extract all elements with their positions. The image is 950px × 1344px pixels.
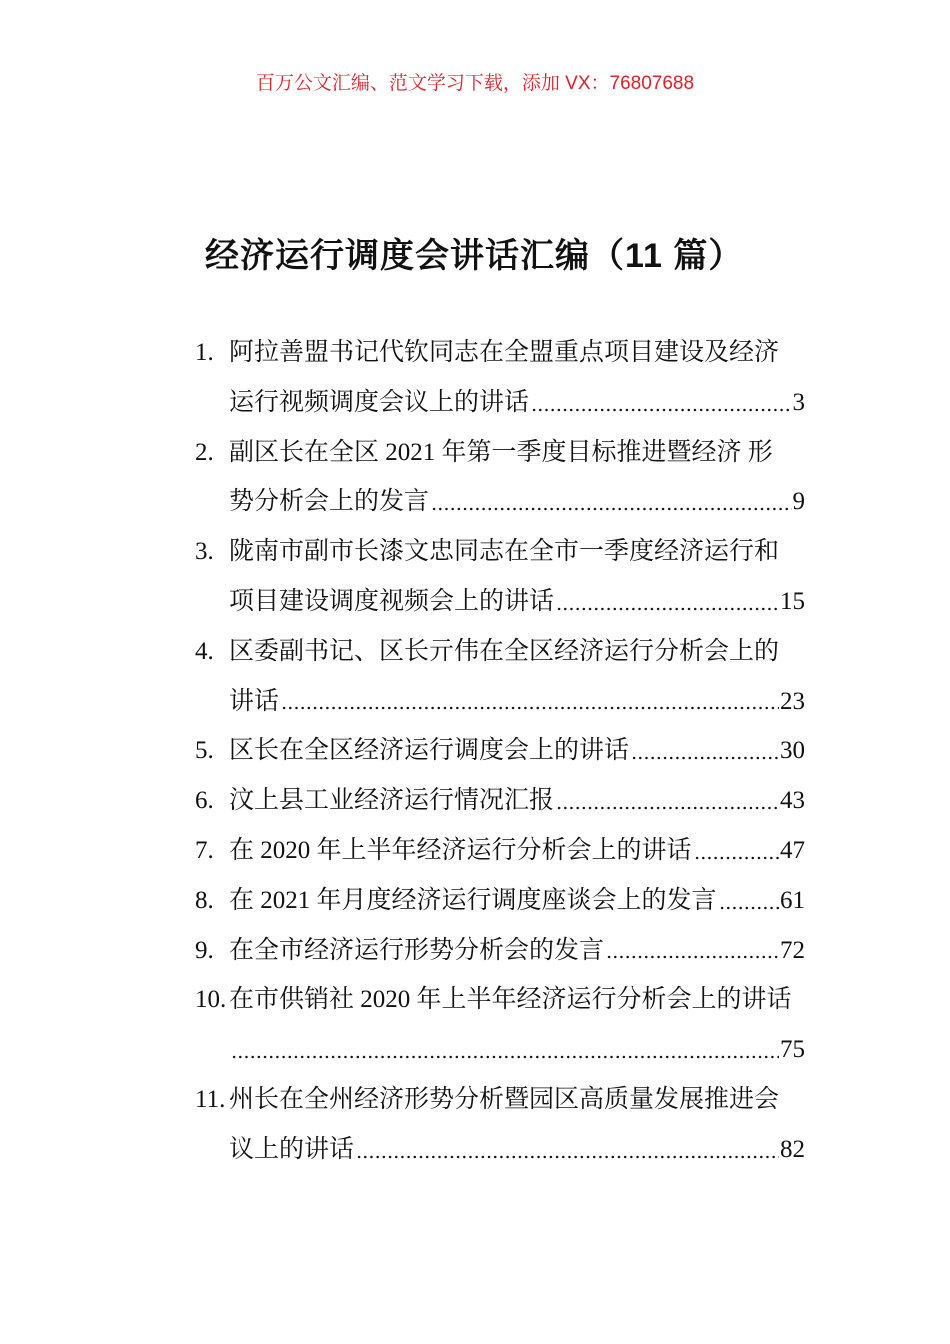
toc-title: 在 2020 年上半年经济运行分析会上的讲话: [229, 836, 692, 864]
toc-leader-dots: [606, 955, 779, 959]
toc-title-continued: 运行视频调度会议上的讲话: [229, 388, 530, 416]
toc-number: 5.: [195, 737, 214, 765]
toc-entry[interactable]: [195, 876, 805, 926]
toc-page-number: 15: [780, 587, 805, 615]
toc-entry-continuation[interactable]: [195, 477, 805, 527]
watermark-header: 百万公文汇编、范文学习下载，添加 VX：76807688: [255, 73, 695, 94]
toc-title: 区委副书记、区长亓伟在全区经济运行分析会上的: [229, 637, 780, 665]
toc-title: 在 2021 年月度经济运行调度座谈会上的发言: [229, 886, 717, 914]
toc-entry-continuation[interactable]: [195, 677, 805, 727]
toc-page-number: 75: [780, 1036, 805, 1064]
toc-title-continued: 项目建设调度视频会上的讲话: [229, 587, 555, 615]
toc-entry-continuation[interactable]: [195, 378, 805, 428]
toc-leader-dots: [531, 408, 791, 412]
toc-leader-dots: [694, 856, 779, 860]
toc-entry[interactable]: [195, 328, 805, 378]
toc-entry[interactable]: [195, 428, 805, 478]
toc-page-number: 23: [780, 687, 805, 715]
toc-page-number: 72: [780, 936, 805, 964]
toc-title-continued: 势分析会上的发言: [229, 488, 430, 516]
toc-number: 3.: [195, 538, 214, 566]
toc-leader-dots: [719, 906, 779, 910]
toc-entry[interactable]: [195, 776, 805, 826]
toc-leader-dots: [631, 756, 779, 760]
toc-leader-dots: [431, 507, 791, 511]
toc-entry[interactable]: [195, 527, 805, 577]
toc-title: 汶上县工业经济运行情况汇报: [229, 787, 555, 815]
toc-page-number: 3: [792, 388, 805, 416]
toc-leader-dots: [231, 1055, 779, 1059]
toc-entry[interactable]: [195, 826, 805, 876]
toc-leader-dots: [556, 806, 779, 810]
document-title: 经济运行调度会讲话汇编（11 篇）: [205, 237, 744, 275]
toc-title: 阿拉善盟书记代钦同志在全盟重点项目建设及经济: [229, 339, 780, 366]
toc-title-continued: 议上的讲话: [229, 1135, 355, 1163]
toc-leader-dots: [356, 1155, 779, 1159]
toc-number: 9.: [195, 936, 214, 964]
toc-title: 州长在全州经济形势分析暨园区高质量发展推进会: [229, 1085, 780, 1113]
toc-title-continued: 讲话: [229, 687, 280, 715]
toc-number: 8.: [195, 886, 214, 914]
toc-entry[interactable]: [195, 926, 805, 976]
toc-entry[interactable]: [195, 1075, 805, 1125]
toc-title: 副区长在全区 2021 年第一季度目标推进暨经济 形: [229, 438, 773, 466]
toc-number: 10.: [195, 986, 227, 1014]
toc-number: 7.: [195, 836, 214, 864]
toc-page-number: 9: [792, 488, 805, 516]
toc-entry-continuation[interactable]: [195, 1125, 805, 1175]
toc-leader-dots: [281, 706, 779, 710]
toc-title: 区长在全区经济运行调度会上的讲话: [229, 737, 630, 765]
toc-entry[interactable]: [195, 975, 805, 1025]
toc-page-number: 47: [780, 836, 805, 864]
toc-entry-continuation[interactable]: [195, 1025, 805, 1075]
toc-entry-continuation[interactable]: [195, 577, 805, 627]
toc-number: 11.: [195, 1085, 226, 1113]
toc-entry[interactable]: [195, 726, 805, 776]
toc-number: 4.: [195, 637, 214, 665]
toc-page-number: 30: [780, 737, 805, 765]
toc-title: 在全市经济运行形势分析会的发言: [229, 936, 605, 964]
toc-number: 1.: [195, 339, 214, 366]
toc-page-number: 82: [780, 1135, 805, 1163]
toc-entry[interactable]: [195, 627, 805, 677]
toc-title: 陇南市副市长漆文忠同志在全市一季度经济运行和: [229, 538, 780, 566]
toc-number: 2.: [195, 438, 214, 466]
toc-title: 在市供销社 2020 年上半年经济运行分析会上的讲话: [229, 986, 792, 1014]
toc-page-number: 61: [780, 886, 805, 914]
toc-number: 6.: [195, 787, 214, 815]
toc-page-number: 43: [780, 787, 805, 815]
table-of-contents: [195, 328, 805, 1175]
toc-leader-dots: [556, 607, 779, 611]
